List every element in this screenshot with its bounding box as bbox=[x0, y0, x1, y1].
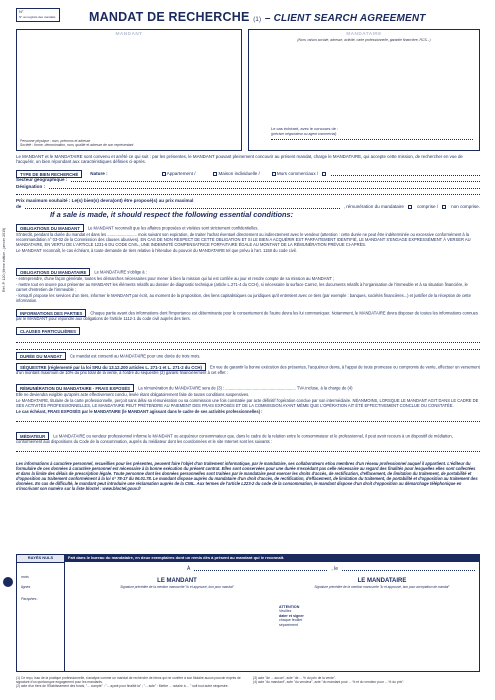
nature-label: Nature : bbox=[90, 171, 108, 177]
prix-row bbox=[16, 198, 480, 203]
option-appartement-label: Appartement / bbox=[166, 171, 196, 177]
checkbox-icon[interactable] bbox=[272, 172, 276, 176]
option-maison[interactable] bbox=[213, 171, 259, 176]
obligations-mandant-header: OBLIGATIONS DU MANDANT bbox=[16, 224, 84, 232]
footnotes bbox=[16, 677, 480, 689]
mandant-foot-line2: Société : forme, dénomination, nom, qualité et adresse de son représentant bbox=[20, 142, 134, 147]
title-footnote-ref: (1) bbox=[253, 17, 262, 23]
mandant-foot bbox=[20, 139, 133, 147]
section-remuneration bbox=[16, 384, 480, 422]
obligations-mandataire-text2: - mettre tout en œuvre pour présenter au MANDANT les éléments relatifs au dossier de diagnostic technique (article L.271-4 du CCH), si nécessaire la surface Carrez, les documents relatifs à l'organisation de l'immeuble et à sa situation financière, le carnet d'entretien de l'immeuble ; bbox=[16, 282, 468, 292]
cas-label: Le cas échéant, avec le concours de : bbox=[271, 126, 339, 132]
publisher-logo-icon bbox=[3, 577, 13, 587]
obligations-mandataire-text1: - entreprendre, d'une façon générale, toutes les démarches nécessaires pour mener à bien la mission qui lui est confiée au jour et rendre compte de sa mission au MANDANT ; bbox=[16, 276, 335, 282]
date-field[interactable] bbox=[342, 567, 475, 571]
obligations-mandant-text2: S'interdit, pendant la durée du mandat et dans les .......................... mois suivant son expiration, de traiter l'achat éventuel directement ou indirectement avec le vendeur (attention : cette durée ne peut être indéterminée ou excessive conformément à la recommandation n° 03-02 de la Commission des clauses abusives). EN CAS DE NON RESPECT DE CETTE OBLIGATION ET SI LE BIEN A ACQUÉRIR EST PARFAITEMENT IDENTIFIÉ, LE MANDANT S'ENGAGE EXPRESSÉMENT À VERSER AU MANDATAIRE, EN VERTU DE L'ARTICLE 1231-5 DU CODE CIVIL, UNE INDEMNITÉ COMPENSATRICE FORFAITAIRE ÉGALE AU MONTANT DE LA RÉMUNÉRATION PRÉVUE CI-APRÈS. bbox=[16, 232, 471, 247]
checkbox-icon[interactable] bbox=[408, 205, 412, 209]
secteur-field[interactable] bbox=[71, 178, 480, 182]
info-text: Chaque partie avant des informations dont l'importance est déterminante pour le consentement de l'autre devra les lui communiquer. Notamment, le MANDATAIRE devra disposer de toutes les informations connues par le MANDANT pour répondre aux obligations de l'article 1112-1 du code civil auprès des tiers. bbox=[16, 310, 478, 322]
clauses-field-2[interactable] bbox=[16, 343, 480, 350]
footnote-1: (1) Ce reçu, issu de la pratique professionnelle, s'analyse comme un mandat de recherche de biens qui ne confère à son titulaire aucun pouvoir exprès de signature d'un quelconque engagement pour les mandants. bbox=[16, 676, 241, 684]
cas-sub-label: (préciser négociateur ou agent commercial) bbox=[271, 131, 337, 136]
clauses-field-1[interactable] bbox=[16, 336, 480, 343]
attention-line: chaque feuillet bbox=[279, 618, 303, 623]
designation-field-2[interactable] bbox=[16, 191, 480, 195]
mots-label: mots bbox=[21, 575, 29, 579]
remun-text2: Elle ne deviendra exigible qu'après acte effectivement conclu, levée étant obligatoirement faite de toutes conditions suspensives. bbox=[16, 392, 250, 398]
attention-line: séparément bbox=[279, 622, 298, 627]
no-label: N° bbox=[19, 9, 24, 14]
frais-field[interactable] bbox=[16, 416, 480, 422]
remun-text3: Le MANDATAIRE, titulaire de la carte professionnelle, perçoit sans délai sa rémunération ou sa commission une fois constatée par acte définitif l'opération conclue par son intermédiaire. NÉANMOINS, LORSQUE LE MANDANT AGIT DANS LE CADRE DE SES ACTIVITÉS PROFESSIONNELLES, LE MANDATAIRE PEUT PRÉTENDRE AU PAIEMENT DES FRAIS EXPOSÉS ET DE LA COMMISSION AYANT MÊME QUE L'OPÉRATION AIT ÉTÉ EFFECTIVEMENT CONCLUE OU CONSTATÉE. bbox=[16, 398, 479, 408]
checkbox-icon[interactable] bbox=[213, 172, 217, 176]
attention-line: Veuillez bbox=[279, 609, 292, 614]
fait-a-field[interactable] bbox=[194, 567, 327, 571]
paraphes-label: Paraphes : bbox=[21, 597, 39, 601]
secteur-row bbox=[16, 177, 480, 182]
remun-text1: La rémunération du MANDATAIRE sera de (3) : .............................................................. TVA incluse, à la charge de (4) bbox=[138, 385, 353, 391]
mandant-signature-sub: Signature précédée de la mention manuscrite "lu et approuvé, bon pour mandat" bbox=[120, 585, 234, 590]
fait-a-row bbox=[187, 567, 475, 573]
designation-row bbox=[16, 184, 480, 189]
mandant-signature[interactable] bbox=[117, 578, 237, 590]
attention-note bbox=[279, 605, 329, 627]
prix-field[interactable] bbox=[25, 205, 339, 209]
remun-header: RÉMUNÉRATION DU MANDATAIRE - FRAIS EXPOSÉS bbox=[16, 384, 134, 392]
designation-row-2 bbox=[16, 191, 480, 195]
non-comprise-label: non comprise. bbox=[451, 204, 480, 209]
le-label: , le bbox=[331, 566, 339, 572]
title-main: MANDAT DE RECHERCHE bbox=[89, 10, 250, 24]
section-informations bbox=[16, 309, 480, 323]
duree-header: DURÉE DU MANDAT bbox=[16, 352, 66, 360]
title-english: – CLIENT SEARCH AGREEMENT bbox=[264, 13, 426, 24]
footnote-2: (2) acte d'un tiers de l'Établissement des fonds, "... compte" : "... ayant pour finalité la" ; "... acte" : Mettre ... notaire à ... " soit tout autre séquestre. bbox=[16, 683, 229, 688]
clauses-header: CLAUSES PARTICULIÈRES bbox=[16, 327, 80, 335]
section-obligations-mandataire bbox=[16, 268, 480, 305]
mandataire-signature-title: LE MANDATAIRE bbox=[357, 578, 407, 584]
obligations-mandataire-header: OBLIGATIONS DU MANDATAIRE bbox=[16, 268, 90, 276]
option-maison-label: Maison individuelle / bbox=[218, 171, 260, 177]
option-appartement[interactable] bbox=[162, 171, 196, 176]
designation-label: Désignation : bbox=[16, 184, 46, 189]
info-header: INFORMATIONS DES PARTIES bbox=[16, 309, 86, 317]
concours-field[interactable] bbox=[271, 139, 473, 140]
mediateur-header: MÉDIATEUR bbox=[16, 432, 49, 440]
obligations-mandant-text1: Le MANDANT reconnaît que les affaires proposées et visitées sont strictement confidentielles. bbox=[87, 225, 259, 231]
option-murs[interactable] bbox=[272, 171, 318, 176]
type-bien-header: TYPE DE BIEN RECHERCHÉ bbox=[16, 170, 82, 178]
duree-text: Ce mandat est consenti au MANDATAIRE pour une durée de trois mois. bbox=[69, 353, 201, 359]
mediateur-field[interactable] bbox=[16, 446, 480, 452]
obligations-mandataire-text3: - lorsqu'il propose les services d'un tiers, informer le MANDANT par écrit, au moment de la proposition, des liens capitalistiques ou juridiques qu'il entretient avec ce tiers (par exemple : banques, sociétés financières...) et justifier de la réception de cette information. bbox=[16, 292, 471, 303]
section-sequestre bbox=[16, 363, 480, 377]
attention-line: dater et signer bbox=[279, 613, 304, 618]
checkbox-icon[interactable] bbox=[322, 172, 326, 176]
sequestre-header: SÉQUESTRE (réglementé par la loi SRU du 13.12.200 articles L. 271-1 et L. 271-2 du CCH) bbox=[16, 363, 206, 371]
prix-de-label: de bbox=[16, 204, 22, 209]
nature-other-field[interactable] bbox=[331, 172, 480, 176]
prix-row-2 bbox=[16, 204, 480, 209]
section-obligations-mandant bbox=[16, 224, 480, 255]
sequestre-text: En vue de garantir la bonne exécution des présentes, l'acquéreur devra, à l'appui de toute promesse ou compromis de vente, effectuer un versement d'un montant maximum de 10% du prix total de la vente, à l'ordre du séquestre (2) garanti financièrement à cet effet : bbox=[16, 364, 480, 376]
mandant-foot-line1: Personne physique : nom, prénoms et adresse bbox=[20, 138, 91, 143]
mandant-box[interactable] bbox=[16, 29, 242, 151]
obligations-mandant-text3: Le MANDANT reconnaît, le cas échéant, à toute demande de tiers relative à l'étendue du pouvoir du MANDATAIRE tel que prévu à l'art. 1158 du code civil. bbox=[16, 247, 297, 253]
sidebar-ref: Réf. P. 120 (6ème édition - janvier 2019) bbox=[2, 227, 6, 292]
checkbox-icon[interactable] bbox=[442, 205, 446, 209]
checkbox-icon[interactable] bbox=[162, 172, 166, 176]
section-clauses bbox=[16, 327, 480, 350]
comprise-label: comprise / bbox=[416, 204, 439, 209]
option-murs-label: Murs commerciaux / bbox=[276, 171, 319, 177]
prix-remun-label: , rémunération du mandataire bbox=[343, 204, 404, 209]
footnote-3: (3) acte "de ... aucun", acte "de ... % du prix de la vente". bbox=[253, 676, 336, 680]
rayes-nuls-column bbox=[17, 555, 65, 671]
signature-top-line: Fait dans le bureau du mandataire, en deux exemplaires dont un remis dès à présent au mandant qui le reconnaît. bbox=[65, 555, 479, 562]
section-mediateur bbox=[16, 432, 480, 452]
obligations-mandataire-text0: Le MANDATAIRE s'oblige à : bbox=[94, 269, 147, 275]
mandant-signature-title: LE MANDANT bbox=[157, 578, 197, 584]
if-sale-heading: If a sale is made, it should respect the following essential conditions: bbox=[50, 210, 294, 219]
mandataire-signature-sub: Signature précédée de la mention manuscrite "lu et approuvé, bon pour acceptation de mandat" bbox=[314, 585, 450, 590]
mediateur-text: Le MANDATAIRE ou vendeur professionnel informe le MANDANT ou acquéreur consommateur que, dans le cadre de la relation entre le consommateur et le professionnel, il peut avoir recours à un dispositif de médiation, conformément aux dispositions du Code de la consommation, auprès du médiateur dont les coordonnées et le site Internet sont les suivants : bbox=[16, 433, 453, 445]
left-sidebar bbox=[0, 182, 15, 572]
mandataire-cas bbox=[271, 127, 338, 136]
signature-block bbox=[16, 554, 480, 672]
consumer-notice: Les informations à caractère personnel, recueillies pour les présentes, peuvent faire l'objet d'un traitement informatique, par le mandataire, ses collaborateurs et/ou membres d'un réseau professionnel auquel il appartient. L'éditeur du formulaire de ces données à caractère personnel est nécessaire à la bonne exécution du présent contrat. Elles sont conservées pour une durée n'excédant pas celle nécessaire au regard des finalités pour lesquelles elles sont collectées et dans la limite des délais de prescription légale. Toute personne dont les données personnelles sont traitées par le mandataire peut exercer les droits d'accès, de rectification, d'effacement, de limitation du traitement, de portabilité et d'opposition au traitement conformément à la loi n° 78-17 du 06.01.78. Le mandant dispose auprès du mandataire d'un droit d'accès, de rectification, d'effacement, de limitation du traitement, de portabilité et d'opposition au traitement des données. En cas de difficulté, le mandant peut introduire une réclamation auprès de la CNIL. Aux termes de l'article L223-2 du code de la consommation, le mandant dispose d'un droit d'opposition au démarchage téléphonique en s'inscrivant son numéro sur la liste bloctel : www.bloctel.gouv.fr bbox=[16, 461, 478, 491]
page-title bbox=[89, 10, 426, 25]
lignes-label: lignes bbox=[21, 585, 31, 589]
mandataire-sub: (Nom, raison sociale, adresse, activité, carte professionnelle, garantie financière, RCS...) bbox=[297, 37, 431, 42]
secteur-label: Secteur géographique : bbox=[16, 177, 68, 182]
mandataire-heading: MANDATAIRE bbox=[346, 32, 382, 37]
mandataire-signature[interactable] bbox=[307, 578, 457, 590]
section-duree bbox=[16, 352, 480, 361]
footnote-4: (4) acte "du mandant", acte "du vendeur", acte "du mandant pour ... % et du vendeur pour ... % du prix". bbox=[253, 679, 405, 684]
registry-number-box[interactable] bbox=[16, 8, 60, 22]
rayes-nuls-header: RAYÉS NULS bbox=[17, 555, 64, 563]
designation-field[interactable] bbox=[49, 185, 480, 189]
prix-label: Prix maximum souhaité : Le(s) bien(s) devra(ont) être proposé(s) au prix maximal bbox=[16, 198, 194, 203]
mandataire-box[interactable] bbox=[248, 29, 480, 151]
attention-title: ATTENTION bbox=[279, 605, 300, 609]
mandant-heading: MANDANT bbox=[115, 32, 143, 37]
intro-paragraph: Le MANDANT et le MANDATAIRE sont convenu et arrêté ce qui suit : par les présentes, le MANDANT pouvant pleinement concourir au présent mandat, charge le MANDATAIRE, qui accepte cette mission, de rechercher en vue de l'acquérir, un bien répondant aux caractéristiques définies ci-après. bbox=[16, 154, 463, 165]
remun-text4: Le cas échéant, FRAIS EXPOSÉS par le MANDATAIRE (le MANDANT agissant dans le cadre de ses activités professionnelles) : bbox=[16, 408, 263, 414]
no-sub-label: N° au registre des mandats bbox=[19, 15, 56, 20]
fait-a-label: À bbox=[187, 566, 191, 572]
